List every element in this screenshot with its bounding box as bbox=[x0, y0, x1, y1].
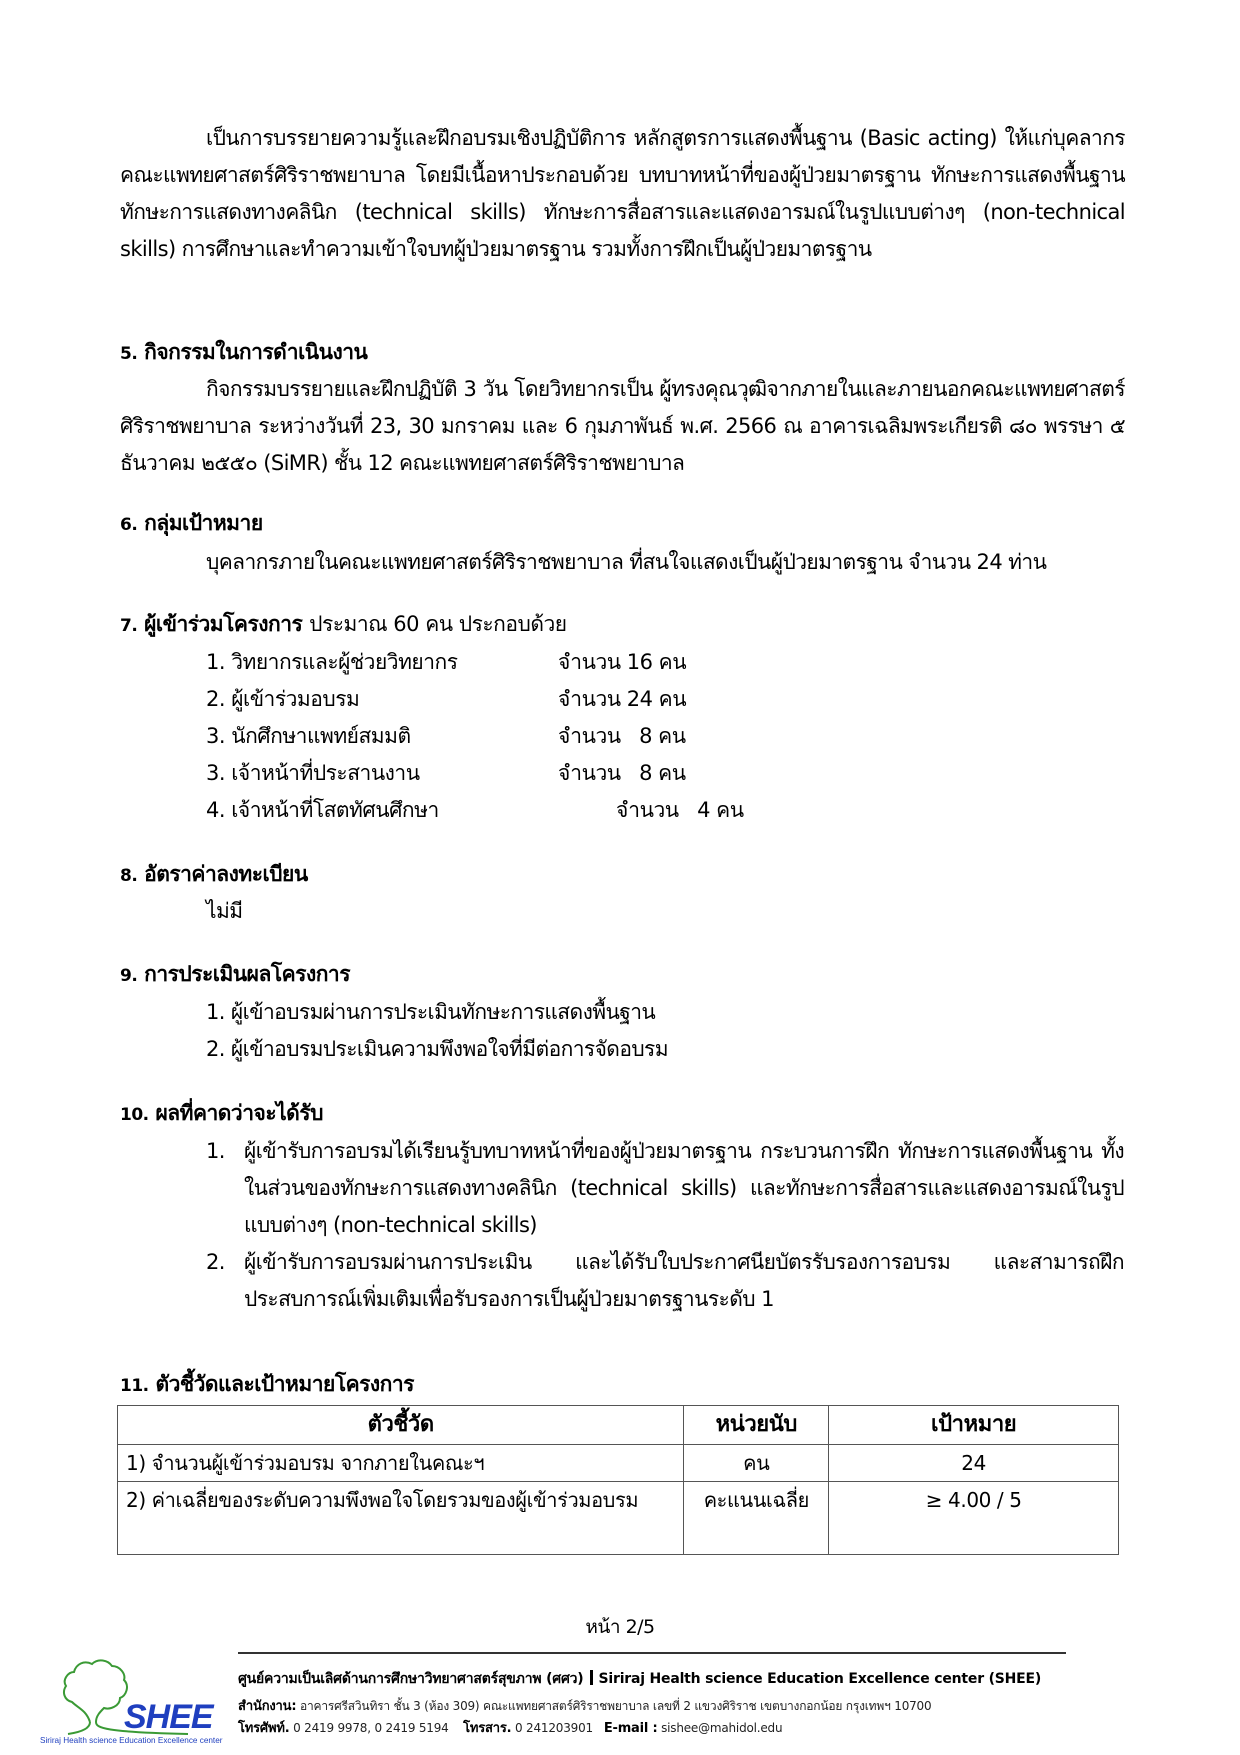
section-title: กลุ่มเป้าหมาย bbox=[144, 511, 263, 535]
shee-logo bbox=[38, 1650, 228, 1745]
section-7-subtitle: ประมาณ 60 คน ประกอบด้วย bbox=[309, 612, 567, 636]
section-8-heading bbox=[120, 856, 308, 895]
footer-contact-line bbox=[238, 1717, 782, 1738]
table-row bbox=[118, 1482, 1119, 1555]
email-address[interactable]: sishee@mahidol.edu bbox=[661, 1721, 783, 1735]
participant-label: 3. เจ้าหน้าที่ประสานงาน bbox=[206, 761, 420, 785]
office-address: อาคารศรีสวินทิรา ชั้น 3 (ห้อง 309) คณะแพทยศาสตร์ศิริราชพยาบาล เลขที่ 2 แขวงศิริราช เขตบางกอกน้อย กรุงเทพฯ 10700 bbox=[299, 1699, 932, 1713]
section-number: 11. bbox=[120, 1376, 149, 1396]
org-name-thai: ศูนย์ความเป็นเลิศด้านการศึกษาวิทยาศาสตร์สุขภาพ (ศศว) bbox=[238, 1671, 584, 1687]
participant-quantity: จำนวน 4 คน bbox=[616, 798, 744, 822]
target-cell: ≥ 4.00 / 5 bbox=[829, 1482, 1119, 1555]
participant-quantity: จำนวน 24 คน bbox=[558, 687, 687, 711]
item-text: ผู้เข้ารับการอบรมได้เรียนรู้บทบาทหน้าที่ของผู้ป่วยมาตรฐาน กระบวนการฝึก ทักษะการแสดงพื้นฐาน ทั้งในส่วนของทักษะการแสดงทางคลินิก (technical skills) และทักษะการสื่อสารและแสดงอารมณ์ในรูปแบบต่างๆ (non-technical skills) bbox=[244, 1139, 1124, 1237]
table-row bbox=[118, 1445, 1119, 1482]
section-5-paragraph bbox=[120, 371, 1125, 482]
phone-number: 0 2419 9978, 0 2419 5194 bbox=[293, 1721, 449, 1735]
phone-label: โทรศัพท์. bbox=[238, 1721, 290, 1736]
logo-wordmark: SHEE bbox=[124, 1698, 213, 1736]
participant-label: 3. นักศึกษาแพทย์สมมติ bbox=[206, 724, 411, 748]
section-5-text: กิจกรรมบรรยายและฝึกปฏิบัติ 3 วัน โดยวิทยากรเป็น ผู้ทรงคุณวุฒิจากภายในและภายนอกคณะแพทยศาสตร์ศิริราชพยาบาล ระหว่างวันที่ 23, 30 มกราคม และ 6 กุมภาพันธ์ พ.ศ. 2566 ณ อาคารเฉลิมพระเกียรติ ๘๐ พรรษา ๕ ธันวาคม ๒๕๕๐ (SiMR) ชั้น 12 คณะแพทยศาสตร์ศิริราชพยาบาล bbox=[120, 377, 1125, 475]
participant-item bbox=[206, 755, 686, 792]
tree-logo-icon bbox=[38, 1650, 228, 1745]
evaluation-item: 1. ผู้เข้าอบรมผ่านการประเมินทักษะการแสดงพื้นฐาน bbox=[206, 1000, 656, 1024]
separator-bar bbox=[590, 1670, 593, 1685]
section-7-heading bbox=[120, 606, 567, 645]
page-number: หน้า 2/5 bbox=[585, 1616, 655, 1638]
section-number: 9. bbox=[120, 966, 138, 986]
indicator-cell: 2) ค่าเฉลี่ยของระดับความพึงพอใจโดยรวมของผู้เข้าร่วมอบรม bbox=[118, 1482, 684, 1555]
item-number: 2. bbox=[206, 1250, 225, 1274]
evaluation-item: 2. ผู้เข้าอบรมประเมินความพึงพอใจที่มีต่อการจัดอบรม bbox=[206, 1037, 668, 1061]
section-number: 7. bbox=[120, 616, 138, 636]
intro-text: เป็นการบรรยายความรู้และฝึกอบรมเชิงปฏิบัติการ หลักสูตรการแสดงพื้นฐาน (Basic acting) ให้แก่บุคลากร คณะแพทยศาสตร์ศิริราชพยาบาล โดยมีเนื้อหาประกอบด้วย บทบาทหน้าที่ของผู้ป่วยมาตรฐาน ทักษะการแสดงพื้นฐาน ทักษะการแสดงทางคลินิก (technical skills) ทักษะการสื่อสารและแสดงอารมณ์ในรูปแบบต่างๆ (non-technical skills) การศึกษาและทำความเข้าใจบทผู้ป่วยมาตรฐาน รวมทั้งการฝึกเป็นผู้ป่วยมาตรฐาน bbox=[120, 126, 1125, 261]
participant-quantity: จำนวน 16 คน bbox=[558, 650, 687, 674]
table-header-row bbox=[118, 1406, 1119, 1445]
kpi-table bbox=[117, 1405, 1119, 1555]
column-header-target: เป้าหมาย bbox=[829, 1406, 1119, 1445]
unit-cell: คน bbox=[684, 1445, 829, 1482]
office-label: สำนักงาน: bbox=[238, 1699, 297, 1714]
participant-item bbox=[206, 681, 687, 718]
column-header-unit: หน่วยนับ bbox=[684, 1406, 829, 1445]
section-title: การประเมินผลโครงการ bbox=[144, 962, 350, 986]
column-header-indicator: ตัวชี้วัด bbox=[118, 1406, 684, 1445]
participant-quantity: จำนวน 8 คน bbox=[558, 724, 686, 748]
participant-item bbox=[206, 792, 744, 829]
fax-number: 0 241203901 bbox=[515, 1721, 593, 1735]
section-number: 6. bbox=[120, 515, 138, 535]
section-6-heading bbox=[120, 505, 263, 544]
section-9-heading bbox=[120, 956, 350, 995]
footer-divider bbox=[238, 1652, 1066, 1654]
section-11-heading bbox=[120, 1366, 414, 1405]
item-number: 1. bbox=[206, 1139, 225, 1163]
participant-label: 4. เจ้าหน้าที่โสตทัศนศึกษา bbox=[206, 798, 439, 822]
logo-tagline: Siriraj Health science Education Excellence center bbox=[40, 1736, 223, 1745]
email-label: E-mail : bbox=[603, 1721, 658, 1736]
footer-address-line bbox=[238, 1695, 931, 1716]
participant-item bbox=[206, 718, 686, 755]
indicator-cell: 1) จำนวนผู้เข้าร่วมอบรม จากภายในคณะฯ bbox=[118, 1445, 684, 1482]
section-title: ตัวชี้วัดและเป้าหมายโครงการ bbox=[155, 1372, 414, 1396]
section-8-text: ไม่มี bbox=[206, 899, 243, 923]
org-name-english: Siriraj Health science Education Excellence center (SHEE) bbox=[598, 1671, 1042, 1687]
section-5-heading bbox=[120, 334, 367, 373]
unit-cell: คะแนนเฉลี่ย bbox=[684, 1482, 829, 1555]
tree-crown bbox=[64, 1660, 127, 1722]
target-cell: 24 bbox=[829, 1445, 1119, 1482]
section-10-heading bbox=[120, 1095, 323, 1134]
participant-label: 2. ผู้เข้าร่วมอบรม bbox=[206, 687, 360, 711]
section-title: ผู้เข้าร่วมโครงการ bbox=[144, 612, 303, 636]
section-title: อัตราค่าลงทะเบียน bbox=[144, 862, 308, 886]
participant-item bbox=[206, 644, 687, 681]
footer-org-line bbox=[238, 1668, 1041, 1690]
section-number: 5. bbox=[120, 344, 138, 364]
section-title: ผลที่คาดว่าจะได้รับ bbox=[155, 1101, 323, 1125]
section-number: 8. bbox=[120, 866, 138, 886]
section-6-text: บุคลากรภายในคณะแพทยศาสตร์ศิริราชพยาบาล ที่สนใจแสดงเป็นผู้ป่วยมาตรฐาน จำนวน 24 ท่าน bbox=[206, 550, 1047, 574]
item-text: ผู้เข้ารับการอบรมผ่านการประเมิน และได้รับใบประกาศนียบัตรรับรองการอบรม และสามารถฝึกประสบการณ์เพิ่มเติมเพื่อรับรองการเป็นผู้ป่วยมาตรฐานระดับ 1 bbox=[244, 1250, 1124, 1311]
participant-quantity: จำนวน 8 คน bbox=[558, 761, 686, 785]
section-title: กิจกรรมในการดำเนินงาน bbox=[144, 340, 368, 364]
fax-label: โทรสาร. bbox=[463, 1721, 512, 1736]
participant-label: 1. วิทยากรและผู้ช่วยวิทยากร bbox=[206, 650, 458, 674]
section-number: 10. bbox=[120, 1105, 149, 1125]
intro-paragraph bbox=[120, 120, 1125, 268]
